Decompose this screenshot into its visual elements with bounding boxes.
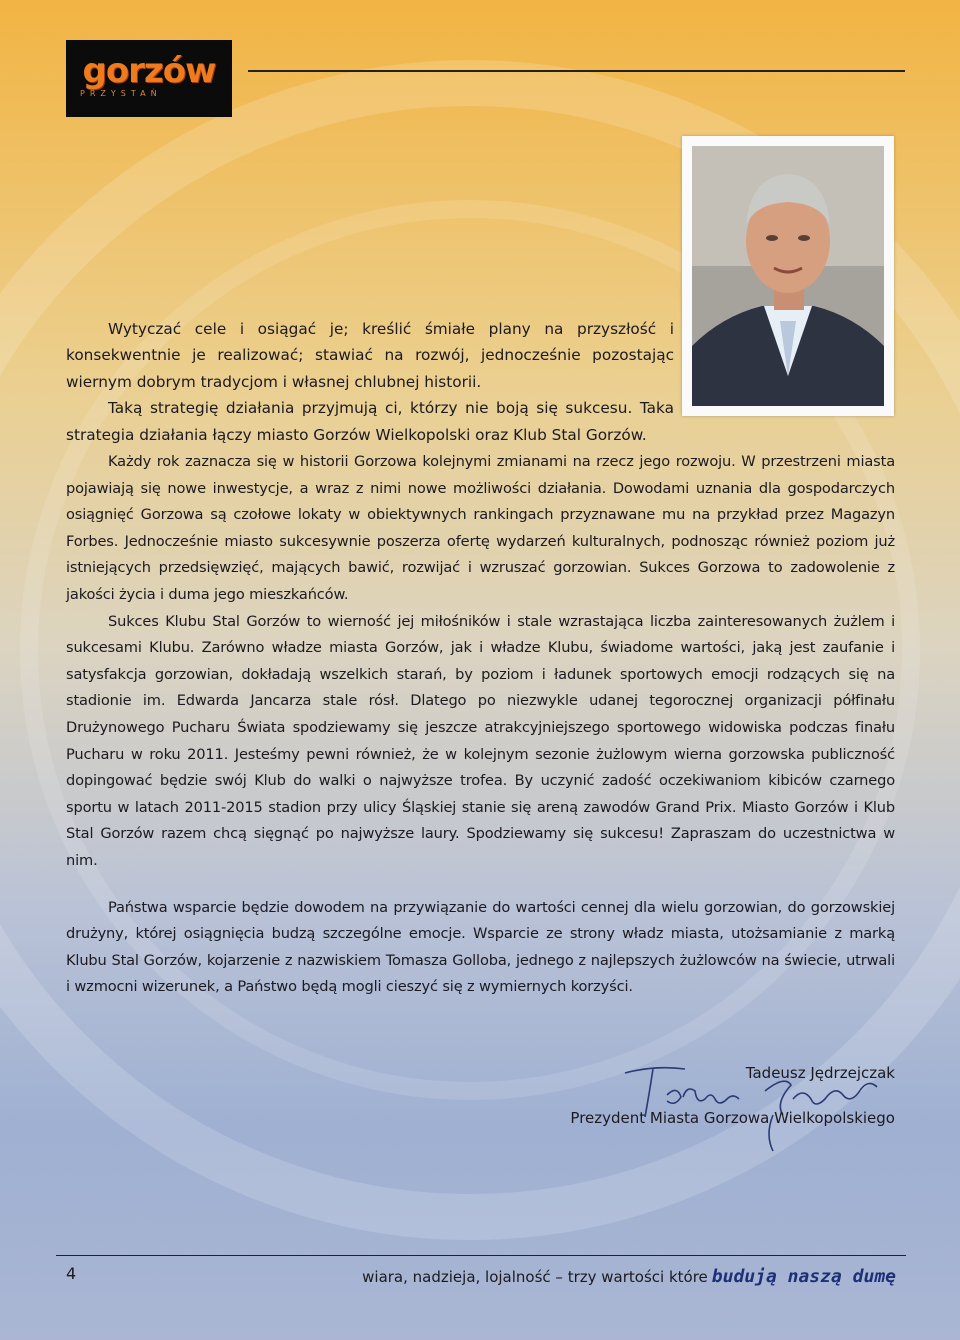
body-paragraph: Państwa wsparcie będzie dowodem na przywiązanie do wartości cennej dla wielu gorzowian, do gorzowskiej drużyny, której osiągnięcia budzą szczególne emocje. Wsparcie ze strony władz miasta, utożsamianie z marką Klubu Stal Gorzów, kojarzenie z nazwiskiem Tomasza Golloba, jednego z najlepszych żużlowców na świecie, utrwali i wzmocni wizerunek, a Państwo będą mogli cieszyć się z wymiernych korzyści. <box>66 898 895 996</box>
intro-paragraph: Taką strategię działania przyjmują ci, którzy nie boją się sukcesu. Taka strategia działania łączy miasto Gorzów Wielkopolski oraz Klub Stal Gorzów. <box>66 399 674 444</box>
body-paragraph: Sukces Klubu Stal Gorzów to wierność jej miłośników i stale wzrastająca liczba zainteresowanych żużlem i sukcesami Klubu. Zarówno władze miasta Gorzów, jak i władze Klubu, świadome wartości, jaką jest zaufanie i satysfakcja gorzowian, dokładają wszelkich starań, by poziom i ładunek sportowych emocji rodzących się na stadionie im. Edwarda Jancarza stale rósł. Dlatego po niezwykle udanej tegorocznej organizacji półfinału Drużynowego Pucharu Świata spodziewamy się jeszcze atrakcyjniejszego sportowego widowiska podczas finału Pucharu w roku 2011. Jesteśmy pewni również, że w kolejnym sezonie żużlowym wierna gorzowska publiczność dopingować będzie swój Klub do walki o najwyższe trofea. By uczynić zadość oczekiwaniom kibiców czarnego sportu w latach 2011-2015 stadion przy ulicy Śląskiej stanie się areną zawodów Grand Prix. Miasto Gorzów i Klub Stal Gorzów razem chcą sięgnąć po najwyższe laury. Spodziewamy się sukcesu! Zapraszam do uczestnictwa w nim. <box>66 612 895 869</box>
body-paragraph: Każdy rok zaznacza się w historii Gorzowa kolejnymi zmianami na rzecz jego rozwoju. W przestrzeni miasta pojawiają się nowe inwestycje, a wraz z nimi nowe możliwości działania. Dowodami uznania dla gospodarczych osiągnięć Gorzowa są czołowe lokaty w obiektywnych rankingach przyznawane mu na przykład przez Magazyn Forbes. Jednocześnie miasto sukcesywnie poszerza ofertę wydarzeń kulturalnych, podnosząc również poziom już istniejących przedsięwzięć, mających bawić, rozwijać i wzruszać gorzowian. Sukces Gorzowa to zadowolenie z jakości życia i duma jego mieszkańców. <box>66 453 895 603</box>
signatory-title: Prezydent Miasta Gorzowa Wielkopolskiego <box>570 1109 895 1127</box>
footer-slogan <box>362 1266 896 1287</box>
portrait-illustration <box>692 146 884 406</box>
intro-text <box>66 316 674 448</box>
header-divider <box>248 70 905 72</box>
portrait-photo <box>692 146 884 406</box>
footer-slogan-text: wiara, nadzieja, lojalność – trzy wartości które <box>362 1268 708 1286</box>
intro-paragraph: Wytyczać cele i osiągać je; kreślić śmiałe plany na przyszłość i konsekwentnie je realizować; stawiać na rozwój, jednocześnie pozostając wiernym dobrym tradycjom i własnej chlubnej historii. <box>66 320 674 391</box>
signatory-name: Tadeusz Jędrzejczak <box>745 1064 895 1082</box>
page-number: 4 <box>66 1264 77 1283</box>
gorzow-przystan-logo <box>66 40 232 117</box>
footer-slogan-emphasis: budują naszą dumę <box>711 1266 896 1287</box>
footer-divider <box>56 1255 906 1256</box>
logo-subtitle: PRZYSTAŃ <box>80 89 162 98</box>
portrait-photo-frame <box>682 136 894 416</box>
letter-body <box>66 449 895 1001</box>
logo-wordmark: gorzów <box>82 51 216 91</box>
